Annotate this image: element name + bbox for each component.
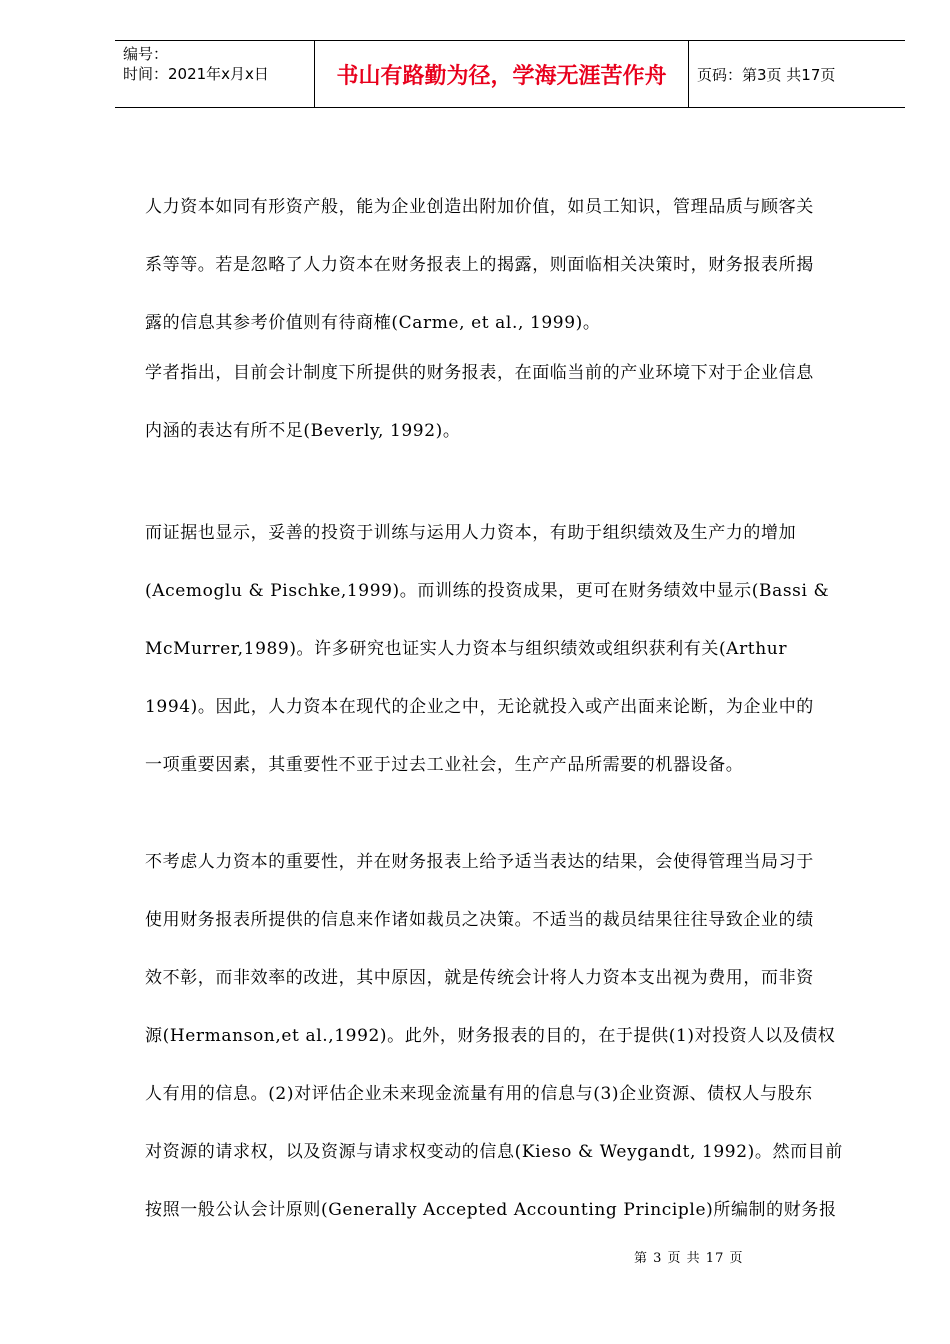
paragraph-line: 学者指出，目前会计制度下所提供的财务报表，在面临当前的产业环境下对于企业信息	[145, 363, 814, 383]
paragraph-line: 人有用的信息。(2)对评估企业未来现金流量有用的信息与(3)企业资源、债权人与股东	[145, 1084, 813, 1104]
paragraph	[145, 178, 814, 352]
header-meta	[115, 41, 315, 107]
header-motto: 书山有路勤为径，学海无涯苦作舟	[336, 63, 667, 89]
paragraph-line: 源(Hermanson,et al.,1992)。此外，财务报表的目的，在于提供(1)对投资人以及债权	[145, 1026, 836, 1046]
paragraph	[145, 344, 814, 460]
paragraph-line: 而证据也显示，妥善的投资于训练与运用人力资本，有助于组织绩效及生产力的增加	[145, 523, 797, 543]
paragraph-line: 露的信息其参考价值则有待商榷(Carme, et al., 1999)。	[145, 313, 601, 333]
paragraph-line: 一项重要因素，其重要性不亚于过去工业社会，生产产品所需要的机器设备。	[145, 755, 744, 775]
paragraph	[145, 833, 843, 1239]
paragraph-line: 不考虑人力资本的重要性，并在财务报表上给予适当表达的结果，会使得管理当局习于	[145, 852, 814, 872]
paragraph-line: 使用财务报表所提供的信息来作诸如裁员之决策。不适当的裁员结果往往导致企业的绩	[145, 910, 814, 930]
time-label: 时间：2021年x月x日	[123, 65, 269, 83]
header-motto-cell	[315, 41, 689, 107]
doc-number-label: 编号：	[123, 45, 169, 63]
paragraph-line: 效不彰，而非效率的改进，其中原因，就是传统会计将人力资本支出视为费用，而非资	[145, 968, 814, 988]
paragraph-line: 1994)。因此，人力资本在现代的企业之中，无论就投入或产出面来论断，为企业中的	[145, 697, 814, 717]
page-footer: 第 3 页 共 17 页	[634, 1251, 744, 1266]
paragraph-line: 人力资本如同有形资产般，能为企业创造出附加价值，如员工知识，管理品质与顾客关	[145, 197, 814, 217]
paragraph-line: 内涵的表达有所不足(Beverly, 1992)。	[145, 421, 461, 441]
paragraph-line: 对资源的请求权，以及资源与请求权变动的信息(Kieso & Weygandt, 1992)。然而目前	[145, 1142, 843, 1162]
paragraph-line: (Acemoglu & Pischke,1999)。而训练的投资成果，更可在财务绩效中显示(Bassi &	[145, 581, 830, 601]
paragraph	[145, 504, 829, 794]
paragraph-line: 按照一般公认会计原则(Generally Accepted Accounting Principle)所编制的财务报	[145, 1200, 837, 1220]
header-page-info: 页码：第3页 共17页	[697, 65, 836, 84]
page-header	[115, 40, 905, 108]
paragraph-line: 系等等。若是忽略了人力资本在财务报表上的揭露，则面临相关决策时，财务报表所揭	[145, 255, 814, 275]
header-page-cell	[689, 41, 905, 107]
paragraph-line: McMurrer,1989)。许多研究也证实人力资本与组织绩效或组织获利有关(Arthur	[145, 639, 788, 659]
